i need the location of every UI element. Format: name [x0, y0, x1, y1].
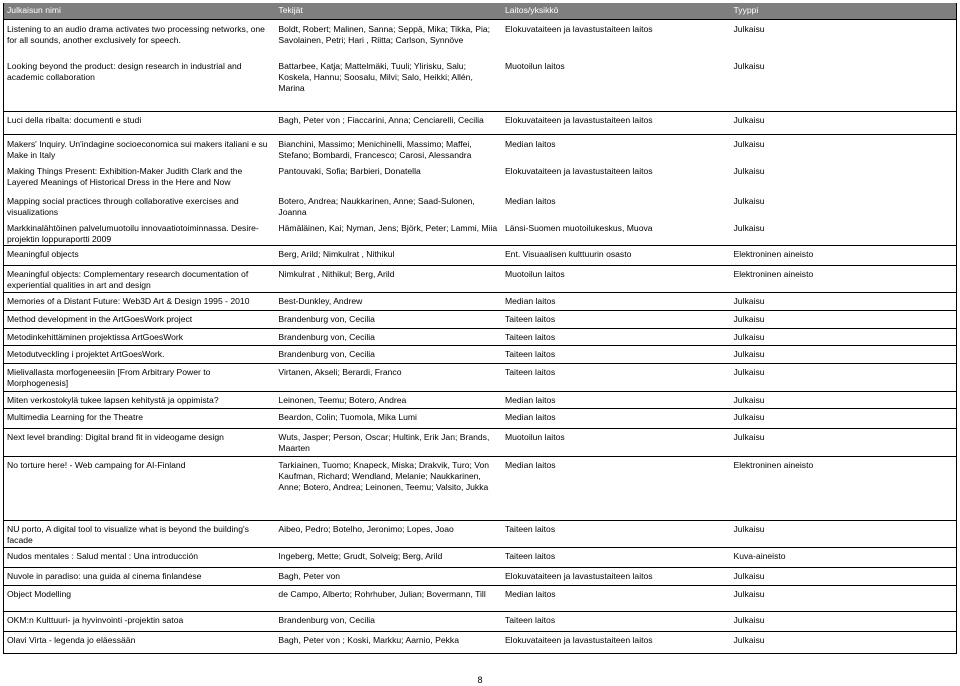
table-row	[4, 246, 956, 265]
cell-type: Julkaisu	[733, 115, 765, 125]
cell-unit: Muotoilun laitos	[504, 432, 565, 442]
table-row-group	[3, 112, 957, 135]
cell-title: Method development in the ArtGoesWork project	[7, 314, 193, 324]
cell-unit: Median laitos	[504, 196, 556, 206]
table-row-group	[3, 521, 957, 548]
cell-unit: Median laitos	[504, 296, 556, 306]
table-row-group	[3, 266, 957, 293]
cell-type: Julkaisu	[733, 395, 765, 405]
table-row	[4, 193, 956, 221]
table-row-group	[3, 364, 957, 392]
cell-unit: Median laitos	[504, 589, 556, 599]
cell-type: Julkaisu	[733, 571, 765, 581]
table-row-group	[3, 135, 957, 246]
cell-unit: Elokuvataiteen ja lavastustaiteen laitos	[504, 571, 653, 581]
cell-unit: Median laitos	[504, 412, 556, 422]
cell-title: Makers' Inquiry. Un'indagine socioeconomica sui makers italiani e su Make in Italy	[7, 139, 268, 160]
table-row	[4, 548, 956, 567]
cell-type: Julkaisu	[733, 24, 765, 34]
table-row	[4, 311, 956, 328]
table-row	[4, 135, 956, 163]
cell-unit: Taiteen laitos	[504, 314, 556, 324]
cell-authors: Nimkulrat , Nithikul; Berg, Arild	[278, 269, 395, 279]
table-row-group	[3, 548, 957, 568]
header-type: Tyyppi	[733, 5, 759, 15]
cell-type: Kuva-aineisto	[733, 551, 786, 561]
table-row	[4, 364, 956, 391]
table-row	[4, 293, 956, 310]
cell-title: Next level branding: Digital brand fit in videogame design	[7, 432, 224, 442]
cell-unit: Median laitos	[504, 139, 556, 149]
cell-unit: Muotoilun laitos	[504, 269, 565, 279]
cell-authors: Beardon, Colin; Tuomola, Mika Lumi	[278, 412, 417, 422]
table-row-group	[3, 409, 957, 429]
cell-title: No torture here! - Web campaing for AI-Finland	[7, 460, 186, 470]
cell-type: Julkaisu	[733, 166, 765, 176]
cell-authors: Best-Dunkley, Andrew	[278, 296, 363, 306]
cell-type: Julkaisu	[733, 349, 765, 359]
cell-unit: Taiteen laitos	[504, 349, 556, 359]
cell-unit: Elokuvataiteen ja lavastustaiteen laitos	[504, 24, 653, 34]
cell-title: Miten verkostokylä tukee lapsen kehitystä ja oppimista?	[7, 395, 219, 405]
table-row	[4, 392, 956, 408]
cell-type: Julkaisu	[733, 432, 765, 442]
table-row-group	[3, 293, 957, 311]
cell-type: Julkaisu	[733, 296, 765, 306]
cell-unit: Taiteen laitos	[504, 367, 556, 377]
table-row	[4, 429, 956, 456]
cell-authors: Bagh, Peter von ; Koski, Markku; Aarnio, Pekka	[278, 635, 459, 645]
cell-title: Luci della ribalta: documenti e studi	[7, 115, 142, 125]
table-row-group	[3, 329, 957, 346]
cell-title: Nuvole in paradiso: una guida al cinema finlandese	[7, 571, 202, 581]
cell-authors: Virtanen, Akseli; Berardi, Franco	[278, 367, 402, 377]
cell-title: Mapping social practices through collaborative exercises and visualizations	[7, 196, 239, 217]
cell-title: OKM:n Kulttuuri- ja hyvinvointi -projektin satoa	[7, 615, 184, 625]
cell-title: Memories of a Distant Future: Web3D Art & Design 1995 - 2010	[7, 296, 250, 306]
cell-unit: Länsi-Suomen muotoilukeskus, Muova	[504, 223, 653, 233]
cell-type: Elektroninen aineisto	[733, 249, 814, 259]
cell-title: Making Things Present: Exhibition-Maker Judith Clark and the Layered Meanings of Historical Dress in the Here and Now	[7, 166, 243, 187]
table-row	[4, 329, 956, 345]
cell-title: Listening to an audio drama activates two processing networks, one for all sounds, another exclusively for speech.	[7, 24, 265, 45]
cell-authors: Brandenburg von, Cecilia	[278, 314, 375, 324]
table-row-group	[3, 457, 957, 521]
header-authors: Tekijät	[278, 5, 303, 15]
header-title: Julkaisun nimi	[7, 5, 61, 15]
table-row	[4, 586, 956, 611]
cell-type: Julkaisu	[733, 196, 765, 206]
table-row-group	[3, 346, 957, 364]
cell-type: Julkaisu	[733, 412, 765, 422]
cell-title: Mielivallasta morfogeneesiin [From Arbitrary Power to Morphogenesis]	[7, 367, 211, 388]
cell-title: Metodinkehittäminen projektissa ArtGoesWork	[7, 332, 184, 342]
cell-title: Nudos mentales : Salud mental : Una introducción	[7, 551, 199, 561]
table-body	[3, 19, 957, 654]
table-row-group	[3, 612, 957, 632]
table-row	[4, 632, 956, 653]
cell-type: Julkaisu	[733, 615, 765, 625]
cell-unit: Muotoilun laitos	[504, 61, 565, 71]
table-row	[4, 409, 956, 428]
cell-authors: Bianchini, Massimo; Menichinelli, Massimo; Maffei, Stefano; Bombardi, Francesco; Carosi, Alessandra	[278, 139, 472, 160]
cell-authors: Brandenburg von, Cecilia	[278, 332, 375, 342]
cell-unit: Taiteen laitos	[504, 551, 556, 561]
cell-authors: Wuts, Jasper; Person, Oscar; Hultink, Erik Jan; Brands, Maarten	[278, 432, 490, 453]
page-number: 8	[477, 675, 483, 685]
cell-authors: Tarkiainen, Tuomo; Knapeck, Miska; Drakvik, Turo; Von Kaufman, Richard; Wendland, Melanie; Naukkarinen, Anne; Botero, Andrea; Leinonen, Teemu; Valsito, Jukka	[278, 460, 490, 492]
cell-title: Markkinalähtöinen palvelumuotoilu innovaatiotoiminnassa. Desire-projektin loppuraportti 2009	[7, 223, 259, 244]
publication-table	[3, 3, 957, 654]
cell-authors: Berg, Arild; Nimkulrat , Nithikul	[278, 249, 395, 259]
cell-title: Looking beyond the product: design research in industrial and academic collaboration	[7, 61, 242, 82]
table-row	[4, 266, 956, 292]
cell-unit: Elokuvataiteen ja lavastustaiteen laitos	[504, 635, 653, 645]
header-unit: Laitos/yksikkö	[504, 5, 559, 15]
cell-authors: Aibeo, Pedro; Botelho, Jeronimo; Lopes, Joao	[278, 524, 454, 534]
cell-authors: Botero, Andrea; Naukkarinen, Anne; Saad-Sulonen, Joanna	[278, 196, 475, 217]
cell-unit: Elokuvataiteen ja lavastustaiteen laitos	[504, 166, 653, 176]
cell-authors: Ingeberg, Mette; Grudt, Solveig; Berg, Arild	[278, 551, 443, 561]
table-row	[4, 163, 956, 193]
table-row-group	[3, 311, 957, 329]
table-row-group	[3, 19, 957, 112]
cell-unit: Ent. Visuaalisen kulttuurin osasto	[504, 249, 632, 259]
cell-authors: Bagh, Peter von	[278, 571, 341, 581]
table-row	[4, 221, 956, 246]
cell-type: Julkaisu	[733, 635, 765, 645]
cell-type: Julkaisu	[733, 367, 765, 377]
cell-type: Julkaisu	[733, 589, 765, 599]
cell-title: Object Modelling	[7, 589, 72, 599]
cell-authors: Boldt, Robert; Malinen, Sanna; Seppä, Mika; Tikka, Pia; Savolainen, Petri; Hari , Riitta; Carlson, Synnöve	[278, 24, 491, 45]
cell-type: Julkaisu	[733, 223, 765, 233]
cell-authors: de Campo, Alberto; Rohrhuber, Julian; Bovermann, Till	[278, 589, 486, 599]
table-row	[4, 457, 956, 520]
cell-authors: Bagh, Peter von ; Fiaccarini, Anna; Cenciarelli, Cecilia	[278, 115, 484, 125]
table-row	[4, 568, 956, 585]
cell-unit: Median laitos	[504, 460, 556, 470]
table-row	[4, 57, 956, 113]
cell-authors: Leinonen, Teemu; Botero, Andrea	[278, 395, 407, 405]
cell-unit: Taiteen laitos	[504, 615, 556, 625]
cell-type: Julkaisu	[733, 61, 765, 71]
cell-authors: Hämäläinen, Kai; Nyman, Jens; Björk, Peter; Lammi, Miia	[278, 223, 498, 233]
cell-title: Meaningful objects: Complementary research documentation of experiential qualities in art and design	[7, 269, 249, 290]
cell-unit: Taiteen laitos	[504, 524, 556, 534]
cell-authors: Battarbee, Katja; Mattelmäki, Tuuli; Ylirisku, Salu; Koskela, Hannu; Soosalu, Milvi; Salo, Heikki; Allén, Marina	[278, 61, 473, 93]
table-row-group	[3, 429, 957, 457]
table-row-group	[3, 246, 957, 266]
table-row	[4, 20, 956, 57]
cell-type: Julkaisu	[733, 139, 765, 149]
table-row	[4, 521, 956, 547]
cell-title: Meaningful objects	[7, 249, 79, 259]
cell-title: Olavi Virta - legenda jo eläessään	[7, 635, 136, 645]
cell-title: NU porto, A digital tool to visualize what is beyond the building's facade	[7, 524, 249, 545]
cell-unit: Elokuvataiteen ja lavastustaiteen laitos	[504, 115, 653, 125]
cell-authors: Brandenburg von, Cecilia	[278, 615, 375, 625]
table-row-group	[3, 586, 957, 612]
table-row-group	[3, 392, 957, 409]
cell-unit: Taiteen laitos	[504, 332, 556, 342]
cell-unit: Median laitos	[504, 395, 556, 405]
table-row	[4, 612, 956, 631]
cell-type: Julkaisu	[733, 332, 765, 342]
cell-title: Multimedia Learning for the Theatre	[7, 412, 143, 422]
cell-type: Julkaisu	[733, 524, 765, 534]
cell-type: Julkaisu	[733, 314, 765, 324]
table-header	[3, 3, 957, 19]
table-row-group	[3, 568, 957, 586]
cell-type: Elektroninen aineisto	[733, 269, 814, 279]
cell-authors: Pantouvaki, Sofia; Barbieri, Donatella	[278, 166, 421, 176]
table-row-group	[3, 632, 957, 654]
table-row	[4, 346, 956, 363]
cell-type: Elektroninen aineisto	[733, 460, 814, 470]
cell-title: Metodutveckling i projektet ArtGoesWork.	[7, 349, 165, 359]
cell-authors: Brandenburg von, Cecilia	[278, 349, 375, 359]
table-row	[4, 112, 956, 134]
